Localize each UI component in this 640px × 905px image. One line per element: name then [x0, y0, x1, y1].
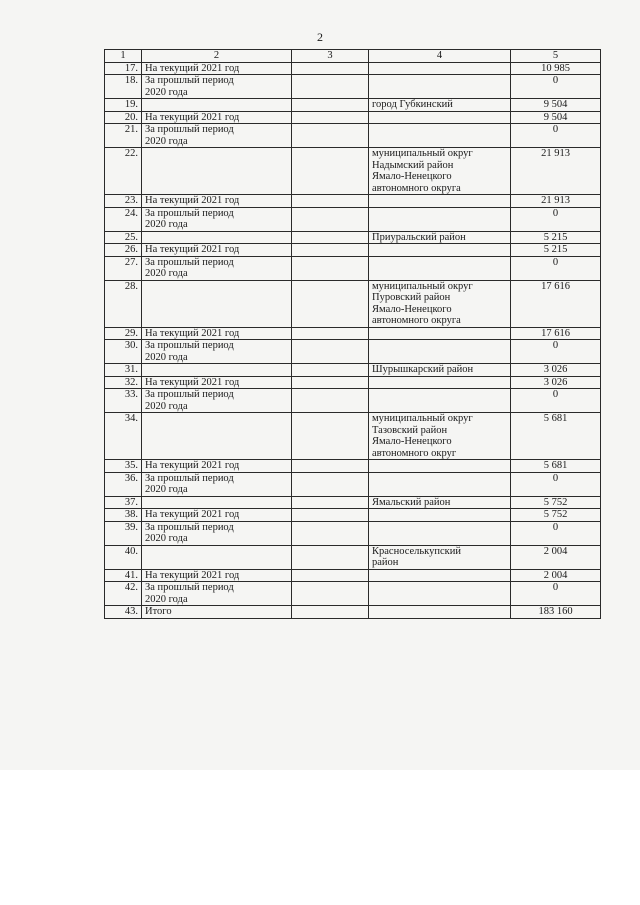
municipality-cell	[369, 582, 511, 606]
row-number-cell: 39.	[105, 521, 142, 545]
column-3-cell	[292, 364, 369, 377]
period-cell: За прошлый период 2020 года	[142, 582, 292, 606]
period-cell: За прошлый период 2020 года	[142, 472, 292, 496]
municipality-cell	[369, 327, 511, 340]
column-3-cell	[292, 496, 369, 509]
amount-cell: 0	[511, 256, 601, 280]
amount-cell: 5 752	[511, 509, 601, 522]
header-cell: 3	[292, 50, 369, 63]
table-row	[105, 460, 601, 473]
row-number-cell: 34.	[105, 413, 142, 460]
header-cell: 1	[105, 50, 142, 63]
row-number-cell: 23.	[105, 195, 142, 208]
municipality-cell: город Губкинский	[369, 99, 511, 112]
period-cell: На текущий 2021 год	[142, 460, 292, 473]
amount-cell: 21 913	[511, 195, 601, 208]
amount-cell: 0	[511, 389, 601, 413]
amount-cell: 2 004	[511, 545, 601, 569]
period-cell: На текущий 2021 год	[142, 376, 292, 389]
table-row	[105, 606, 601, 619]
row-number-cell: 26.	[105, 244, 142, 257]
amount-cell: 5 681	[511, 413, 601, 460]
table-row	[105, 569, 601, 582]
column-3-cell	[292, 389, 369, 413]
row-number-cell: 31.	[105, 364, 142, 377]
column-3-cell	[292, 509, 369, 522]
municipality-cell	[369, 207, 511, 231]
row-number-cell: 25.	[105, 231, 142, 244]
row-number-cell: 17.	[105, 62, 142, 75]
row-number-cell: 36.	[105, 472, 142, 496]
amount-cell: 5 681	[511, 460, 601, 473]
table-row	[105, 124, 601, 148]
period-cell: За прошлый период 2020 года	[142, 207, 292, 231]
header-cell: 5	[511, 50, 601, 63]
table-row	[105, 256, 601, 280]
amount-cell: 9 504	[511, 99, 601, 112]
column-3-cell	[292, 472, 369, 496]
period-cell	[142, 364, 292, 377]
period-cell: На текущий 2021 год	[142, 569, 292, 582]
column-3-cell	[292, 62, 369, 75]
data-table	[104, 49, 601, 619]
table-row	[105, 99, 601, 112]
amount-cell: 3 026	[511, 364, 601, 377]
municipality-cell	[369, 606, 511, 619]
column-3-cell	[292, 460, 369, 473]
municipality-cell	[369, 244, 511, 257]
period-cell: На текущий 2021 год	[142, 195, 292, 208]
period-cell	[142, 148, 292, 195]
municipality-cell	[369, 62, 511, 75]
column-3-cell	[292, 195, 369, 208]
column-3-cell	[292, 606, 369, 619]
column-3-cell	[292, 340, 369, 364]
amount-cell: 183 160	[511, 606, 601, 619]
municipality-cell: муниципальный округ Пуровский район Ямало-Ненецкого автономного округа	[369, 280, 511, 327]
row-number-cell: 29.	[105, 327, 142, 340]
table-row	[105, 244, 601, 257]
amount-cell: 0	[511, 472, 601, 496]
period-cell: На текущий 2021 год	[142, 509, 292, 522]
table-row	[105, 472, 601, 496]
table-header-row	[105, 50, 601, 63]
row-number-cell: 28.	[105, 280, 142, 327]
municipality-cell	[369, 472, 511, 496]
period-cell: Итого	[142, 606, 292, 619]
amount-cell: 17 616	[511, 280, 601, 327]
table-row	[105, 509, 601, 522]
table-row	[105, 413, 601, 460]
municipality-cell: муниципальный округ Надымский район Ямало-Ненецкого автономного округа	[369, 148, 511, 195]
period-cell: За прошлый период 2020 года	[142, 124, 292, 148]
row-number-cell: 43.	[105, 606, 142, 619]
row-number-cell: 35.	[105, 460, 142, 473]
period-cell: За прошлый период 2020 года	[142, 389, 292, 413]
table-row	[105, 207, 601, 231]
municipality-cell	[369, 509, 511, 522]
period-cell	[142, 231, 292, 244]
table-row	[105, 111, 601, 124]
row-number-cell: 18.	[105, 75, 142, 99]
municipality-cell: Приуральский район	[369, 231, 511, 244]
amount-cell: 0	[511, 340, 601, 364]
row-number-cell: 32.	[105, 376, 142, 389]
row-number-cell: 20.	[105, 111, 142, 124]
column-3-cell	[292, 75, 369, 99]
row-number-cell: 22.	[105, 148, 142, 195]
row-number-cell: 24.	[105, 207, 142, 231]
amount-cell: 9 504	[511, 111, 601, 124]
table-row	[105, 62, 601, 75]
column-3-cell	[292, 521, 369, 545]
period-cell: На текущий 2021 год	[142, 244, 292, 257]
municipality-cell	[369, 111, 511, 124]
table-row	[105, 521, 601, 545]
amount-cell: 0	[511, 75, 601, 99]
period-cell	[142, 99, 292, 112]
column-3-cell	[292, 207, 369, 231]
period-cell	[142, 496, 292, 509]
period-cell: На текущий 2021 год	[142, 111, 292, 124]
table-row	[105, 148, 601, 195]
amount-cell: 5 752	[511, 496, 601, 509]
column-3-cell	[292, 111, 369, 124]
row-number-cell: 33.	[105, 389, 142, 413]
amount-cell: 5 215	[511, 231, 601, 244]
municipality-cell	[369, 195, 511, 208]
amount-cell: 5 215	[511, 244, 601, 257]
municipality-cell: Ямальский район	[369, 496, 511, 509]
municipality-cell	[369, 376, 511, 389]
table-row	[105, 340, 601, 364]
municipality-cell: Шурышкарский район	[369, 364, 511, 377]
amount-cell: 17 616	[511, 327, 601, 340]
amount-cell: 3 026	[511, 376, 601, 389]
amount-cell: 0	[511, 207, 601, 231]
table-row	[105, 327, 601, 340]
column-3-cell	[292, 148, 369, 195]
period-cell: За прошлый период 2020 года	[142, 521, 292, 545]
municipality-cell: муниципальный округ Тазовский район Ямало-Ненецкого автономного округ	[369, 413, 511, 460]
amount-cell: 0	[511, 582, 601, 606]
table-row	[105, 389, 601, 413]
municipality-cell	[369, 460, 511, 473]
period-cell: На текущий 2021 год	[142, 327, 292, 340]
amount-cell: 10 985	[511, 62, 601, 75]
table-row	[105, 75, 601, 99]
municipality-cell	[369, 521, 511, 545]
column-3-cell	[292, 545, 369, 569]
column-3-cell	[292, 124, 369, 148]
amount-cell: 2 004	[511, 569, 601, 582]
table-row	[105, 195, 601, 208]
column-3-cell	[292, 99, 369, 112]
column-3-cell	[292, 244, 369, 257]
row-number-cell: 40.	[105, 545, 142, 569]
period-cell: На текущий 2021 год	[142, 62, 292, 75]
column-3-cell	[292, 582, 369, 606]
row-number-cell: 37.	[105, 496, 142, 509]
header-cell: 2	[142, 50, 292, 63]
table-row	[105, 280, 601, 327]
amount-cell: 0	[511, 521, 601, 545]
period-cell: За прошлый период 2020 года	[142, 256, 292, 280]
amount-cell: 0	[511, 124, 601, 148]
row-number-cell: 42.	[105, 582, 142, 606]
municipality-cell	[369, 340, 511, 364]
municipality-cell	[369, 124, 511, 148]
table-row	[105, 364, 601, 377]
period-cell: За прошлый период 2020 года	[142, 75, 292, 99]
municipality-cell	[369, 569, 511, 582]
page-number: 2	[317, 30, 323, 44]
header-cell: 4	[369, 50, 511, 63]
column-3-cell	[292, 327, 369, 340]
period-cell	[142, 280, 292, 327]
municipality-cell: Красноселькупский район	[369, 545, 511, 569]
row-number-cell: 30.	[105, 340, 142, 364]
column-3-cell	[292, 231, 369, 244]
column-3-cell	[292, 413, 369, 460]
table-row	[105, 545, 601, 569]
table-row	[105, 376, 601, 389]
row-number-cell: 38.	[105, 509, 142, 522]
period-cell: За прошлый период 2020 года	[142, 340, 292, 364]
table-row	[105, 496, 601, 509]
period-cell	[142, 413, 292, 460]
column-3-cell	[292, 569, 369, 582]
table-row	[105, 582, 601, 606]
column-3-cell	[292, 376, 369, 389]
amount-cell: 21 913	[511, 148, 601, 195]
column-3-cell	[292, 256, 369, 280]
row-number-cell: 19.	[105, 99, 142, 112]
municipality-cell	[369, 389, 511, 413]
municipality-cell	[369, 75, 511, 99]
municipality-cell	[369, 256, 511, 280]
table-row	[105, 231, 601, 244]
row-number-cell: 27.	[105, 256, 142, 280]
period-cell	[142, 545, 292, 569]
column-3-cell	[292, 280, 369, 327]
row-number-cell: 41.	[105, 569, 142, 582]
row-number-cell: 21.	[105, 124, 142, 148]
